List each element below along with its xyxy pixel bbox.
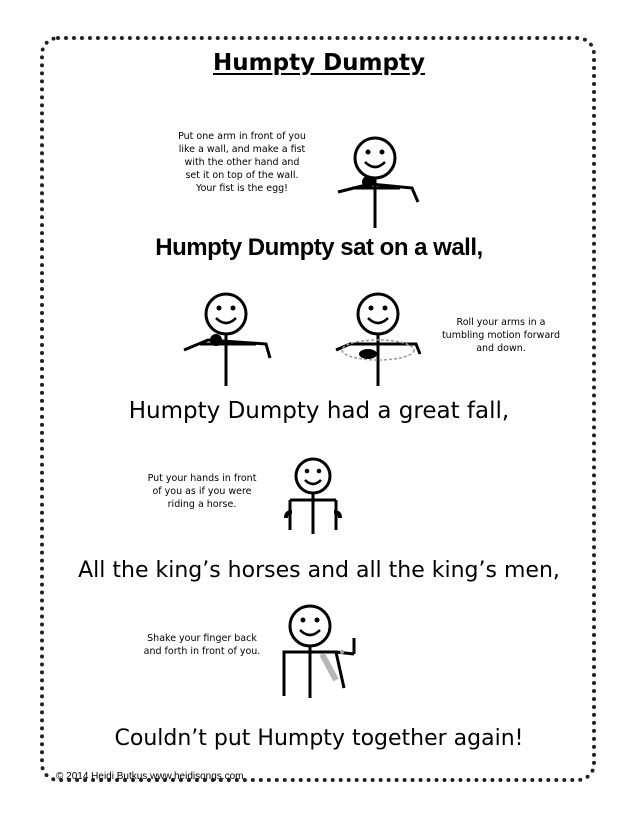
lyric-line-3: All the king’s horses and all the king’s men,	[78, 558, 560, 583]
stick-figure-tumbling	[330, 288, 430, 388]
stick-figure-riding	[278, 456, 348, 536]
stick-figure-wall	[330, 130, 420, 230]
lyric-line-2: Humpty Dumpty had a great fall,	[128, 398, 510, 424]
stick-figure-sitting-egg	[178, 288, 278, 388]
instruction-finger: Shake your finger back and forth in front of you.	[143, 633, 261, 657]
stick-figure-finger-wag	[274, 600, 364, 700]
page-title: Humpty Dumpty	[213, 50, 425, 76]
lyric-line-4: Couldn’t put Humpty together again!	[114, 726, 524, 751]
instruction-wall: Put one arm in front of you like a wall, and make a fist with the other hand and set it on top of the wall. Your fist is the egg!	[178, 131, 306, 194]
instruction-horse: Put your hands in front of you as if you were riding a horse.	[147, 473, 257, 510]
copyright-footer: © 2014 Heidi Butkus www.heidisongs.com	[56, 771, 244, 782]
instruction-tumble: Roll your arms in a tumbling motion forward and down.	[441, 317, 561, 354]
lyric-line-1: Humpty Dumpty sat on a wall,	[155, 234, 483, 261]
